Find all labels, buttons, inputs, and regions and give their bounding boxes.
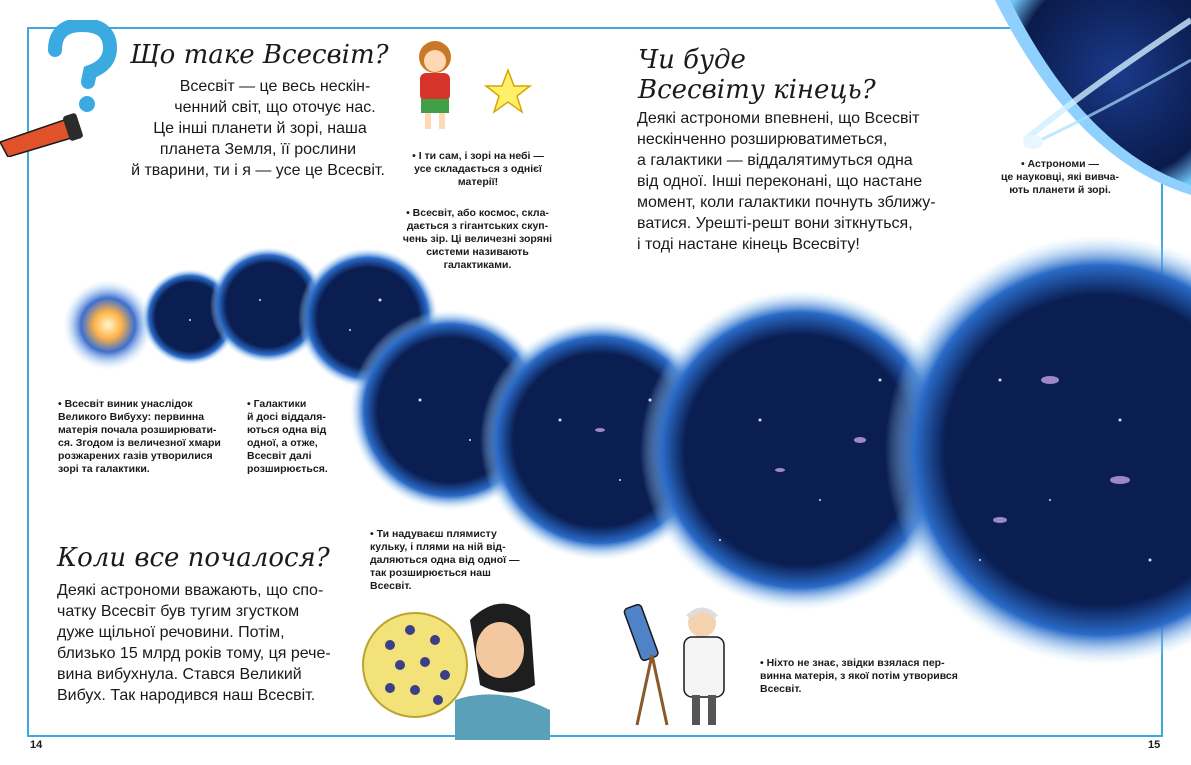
text-line: ченний світ, що оточує нас. [174, 99, 376, 116]
when-began-text [57, 580, 357, 706]
caption-galaxies [247, 398, 347, 476]
caption-astronomers [995, 158, 1125, 197]
caption-line: Всесвіт. [760, 683, 802, 695]
caption-line: одної, а отже, [247, 437, 318, 449]
caption-line: кульку, і плями на ній від- [370, 541, 506, 553]
caption-line: • Галактики [247, 398, 307, 410]
title-line: Всесвіту кінець? [638, 75, 876, 105]
caption-line: галактиками. [443, 259, 512, 271]
sphere-big-bang [63, 280, 153, 370]
text-line: Це інші планети й зорі, наша [153, 120, 367, 137]
caption-line: • Всесвіт виник унаслідок [58, 398, 193, 410]
text-line: Всесвіт — це весь нескін- [179, 78, 371, 95]
when-began-title: Коли все почалося? [57, 543, 330, 573]
child-illustration [405, 35, 465, 135]
caption-line: розширюється. [247, 463, 328, 475]
text-line: момент, коли галактики почнуть зближу- [637, 194, 936, 211]
sphere-stage-8 [885, 235, 1191, 665]
caption-line: й досі віддаля- [247, 411, 326, 423]
caption-line: Всесвіт далі [247, 450, 312, 462]
text-line: вина вибухнула. Стався Великий [57, 666, 302, 683]
caption-line: ся. Згодом із величезної хмари [58, 437, 221, 449]
caption-line: • І ти сам, і зорі на небі — [412, 150, 544, 162]
text-line: від одної. Інші переконані, що настане [637, 173, 923, 190]
caption-line: Всесвіт. [370, 580, 412, 592]
caption-line: зорі та галактики. [58, 463, 150, 475]
balloon-girl-illustration [360, 590, 560, 740]
caption-cosmos [385, 207, 570, 272]
caption-line: ють планети й зорі. [1009, 184, 1111, 196]
caption-line: матерії! [457, 176, 499, 188]
text-line: чатку Всесвіт був тугим згустком [57, 603, 300, 620]
text-line: а галактики — віддалятимуться одна [637, 152, 913, 169]
caption-line: так розширюється наш [370, 567, 491, 579]
text-line: нескінченно розширюватиметься, [637, 131, 888, 148]
caption-line: ються одна від [247, 424, 327, 436]
text-line: Деякі астрономи впевнені, що Всесвіт [637, 110, 920, 127]
caption-line: • Всесвіт, або космос, скла- [406, 207, 549, 219]
caption-line: усе складається з однієї [414, 163, 542, 175]
text-line: Вибух. Так народився наш Всесвіт. [57, 687, 316, 704]
text-line: планета Земля, її рослини [159, 141, 357, 158]
caption-line: • Астрономи — [1020, 158, 1100, 170]
caption-line: Великого Вибуху: первинна [58, 411, 205, 423]
caption-balloon [370, 528, 540, 593]
text-line: і тоді настане кінець Всесвіту! [637, 236, 860, 253]
caption-line: чень зір. Ці величезні зоряні [402, 233, 553, 245]
caption-line: • Ніхто не знає, звідки взялася пер- [760, 657, 945, 669]
page-number-right: 15 [1148, 739, 1161, 751]
caption-line: дається з гігантських скуп- [406, 220, 549, 232]
text-line: дуже щільної речовини. Потім, [57, 624, 285, 641]
caption-matter [398, 150, 558, 189]
scientist-illustration [612, 595, 752, 735]
text-line: й тварини, ти і я — усе це Всесвіт. [131, 162, 385, 179]
caption-line: матерія почала розширювати- [58, 424, 217, 436]
caption-line: • Ти надуваєш плямисту [370, 528, 497, 540]
text-line: ватися. Урешті-решт вони зіткнуться, [637, 215, 913, 232]
caption-line: розжарених газів утворилися [58, 450, 213, 462]
caption-line: даляються одна від одної — [370, 554, 520, 566]
what-is-universe-text [70, 76, 410, 181]
caption-line: це науковці, які вивча- [1000, 171, 1120, 183]
text-line: Деякі астрономи вважають, що спо- [57, 582, 324, 599]
text-line: близько 15 млрд років тому, ця рече- [57, 645, 331, 662]
caption-line: винна матерія, з якої потім утворився [760, 670, 958, 682]
end-of-universe-title [638, 45, 876, 105]
page-number-left: 14 [30, 739, 43, 751]
caption-big-bang [58, 398, 238, 476]
caption-line: системи називають [426, 246, 529, 258]
what-is-universe-title: Що таке Всесвіт? [130, 40, 389, 70]
caption-nobody-knows [760, 657, 1000, 696]
end-of-universe-text [637, 108, 957, 255]
title-line: Чи буде [638, 45, 746, 75]
star-icon [478, 62, 538, 122]
